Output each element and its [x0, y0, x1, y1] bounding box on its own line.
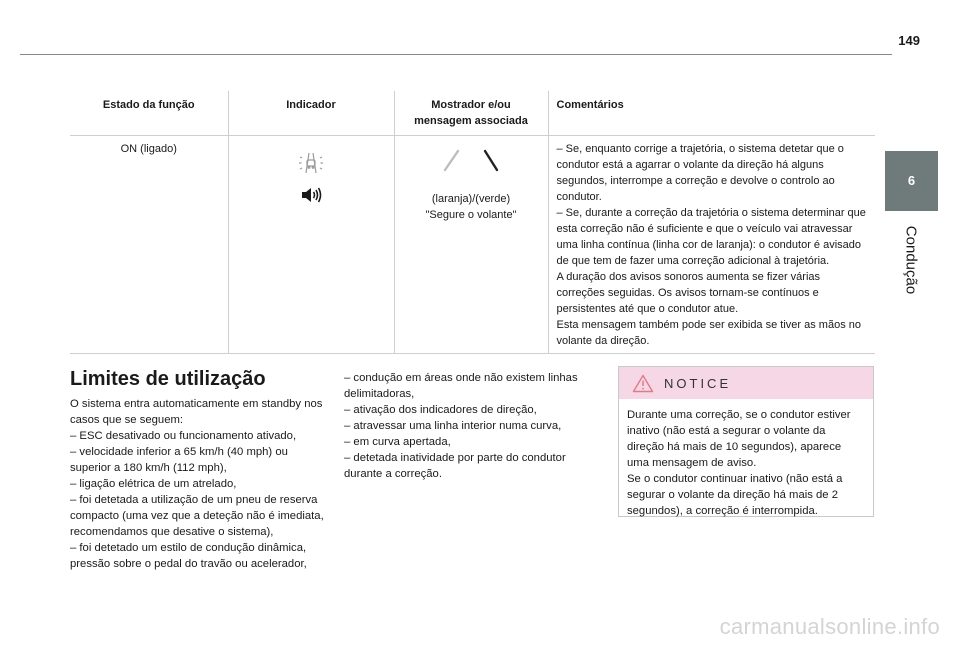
- section-title: Limites de utilização: [70, 368, 266, 390]
- notice-paragraph: Se o condutor continuar inativo (não está a segurar o volante da direção há mais de 2 segundos), a correção é interrompida.: [627, 473, 843, 517]
- notice-paragraph: Durante uma correção, se o condutor estiver inativo (não está a segurar o volante da direção há mais de 10 segundos), aparece uma mensagem de aviso.: [627, 409, 851, 469]
- lane-line-green-icon: [482, 149, 500, 173]
- limits-line: – velocidade inferior a 65 km/h (40 mph) ou superior a 180 km/h (112 mph),: [70, 446, 288, 474]
- notice-box: [618, 366, 874, 517]
- function-status-table: [70, 91, 875, 354]
- display-caption: (laranja)/(verde): [431, 193, 511, 205]
- notice-title: NOTICE: [664, 375, 732, 391]
- cell-display: [394, 136, 548, 354]
- limits-line: – foi detetada a utilização de um pneu de reserva compacto (uma vez que a deteção não é imediata, recomendamos que desative o sistema),: [70, 494, 324, 538]
- limits-line: – ligação elétrica de um atrelado,: [70, 478, 237, 490]
- limits-line: – foi detetado um estilo de condução dinâmica, pressão sobre o pedal do travão ou acelerador,: [70, 542, 307, 570]
- header-state: Estado da função: [70, 91, 228, 136]
- comment-line: A duração dos avisos sonoros aumenta se fizer várias correções seguidas. Os avisos tornam-se contínuos e persistentes até que o condutor atue.: [556, 271, 821, 315]
- sound-icon: [300, 185, 322, 205]
- header-rule: [20, 54, 892, 55]
- comment-line: – Se, durante a correção da trajetória o sistema determinar que esta correção não é suficiente e que o veículo vai atravessar uma linha contínua (linha cor de laranja): o condutor é avisado de que tem de fazer uma correção adicional à trajetória.: [556, 207, 866, 267]
- table-row: [70, 136, 875, 354]
- limits-line: O sistema entra automaticamente em standby nos casos que se seguem:: [70, 398, 323, 426]
- notice-header: [619, 367, 873, 399]
- comment-line: – Se, enquanto corrige a trajetória, o sistema detetar que o condutor está a agarrar o volante da direção há alguns segundos, interrompe a correção e devolve o controlo ao condutor.: [556, 143, 844, 203]
- lane-lines: [403, 149, 540, 177]
- lane-assist-icon: [296, 147, 326, 177]
- limits-line: – em curva apertada,: [344, 436, 451, 448]
- cell-comments: [548, 136, 875, 354]
- page-number: 149: [898, 33, 920, 48]
- notice-body: [619, 399, 873, 519]
- chapter-title: Condução: [902, 225, 920, 295]
- limits-line: – atravessar uma linha interior numa curva,: [344, 420, 562, 432]
- display-message: "Segure o volante": [425, 209, 517, 221]
- limits-middle-column: [344, 370, 600, 482]
- watermark: carmanualsonline.info: [719, 614, 940, 639]
- header-comments: Comentários: [548, 91, 875, 136]
- limits-left-column: [70, 396, 325, 572]
- table-header-row: [70, 91, 875, 136]
- limits-line: – ativação dos indicadores de direção,: [344, 404, 537, 416]
- limits-line: – detetada inatividade por parte do condutor durante a correção.: [344, 452, 566, 480]
- limits-line: – condução em áreas onde não existem linhas delimitadoras,: [344, 372, 578, 400]
- header-indicator: Indicador: [228, 91, 394, 136]
- cell-state: ON (ligado): [70, 136, 228, 354]
- warning-triangle-icon: [632, 374, 654, 393]
- comment-line: Esta mensagem também pode ser exibida se tiver as mãos no volante da direção.: [556, 319, 861, 347]
- cell-indicator: [228, 136, 394, 354]
- limits-line: – ESC desativado ou funcionamento ativado,: [70, 430, 297, 442]
- header-display: Mostrador e/ou mensagem associada: [394, 91, 548, 136]
- chapter-tab[interactable]: 6: [885, 151, 938, 211]
- lane-line-orange-icon: [442, 149, 460, 173]
